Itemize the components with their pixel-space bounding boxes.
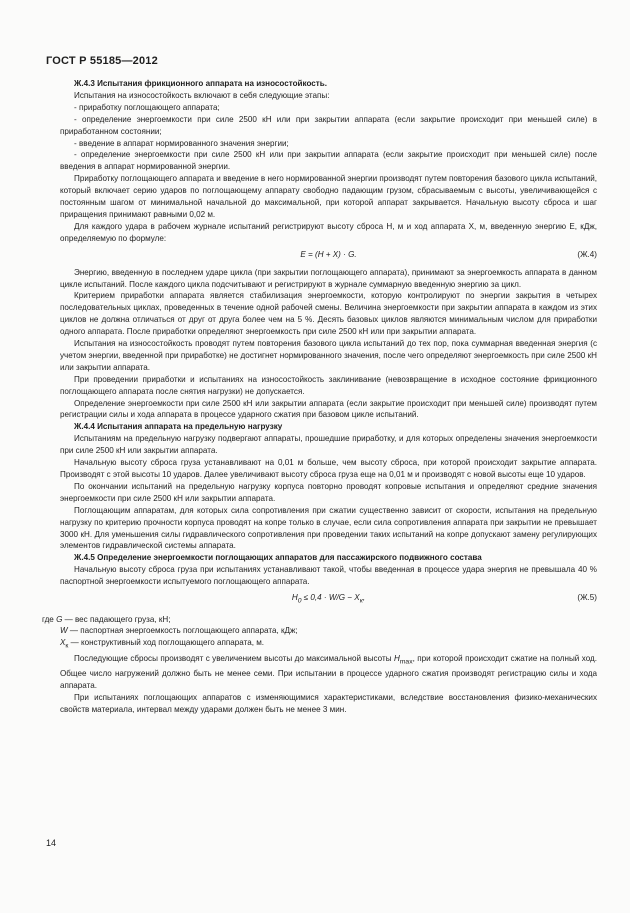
formula-expression: E = (H + X) · G. <box>300 249 357 259</box>
document-body <box>42 78 597 716</box>
formula-number: (Ж.4) <box>577 249 597 259</box>
paragraph: Испытания на износостойкость включают в себя следующие этапы: <box>74 90 330 100</box>
paragraph: Поглощающим аппаратам, для которых сила сопротивления при сжатии существенно зависит от скорости, испытания на предельную нагрузку по критерию прочности корпуса проводят на копре только в случае, если сила сопротивления аппарата при закрытии не превышает 3000 кН. Для уменьшения силы гидравлического сопротивления при проведении таких испытаний на копре допускают замену регулирующих элементов гидравлической системы аппарата. <box>60 505 597 551</box>
paragraph: Начальную высоту сброса груза устанавливают на 0,01 м больше, чем высоту сброса, при которой происходит закрытие аппарата. Производят с этой высоты 10 ударов. Далее увеличивают высоту сброса груза еще на 0,01 м и производят с новой высоты еще 10 ударов. <box>60 458 597 479</box>
paragraph: Определение энергоемкости при силе 2500 кН или закрытии аппарата (если закрытие происходит при меньшей силе) производят путем регистрации силы и хода аппарата в процессе ударного сжатия при базовом цикле испытаний. <box>60 398 597 420</box>
paragraph: Критерием приработки аппарата является стабилизация энергоемкости, которую контролируют по энергии закрытия в четырех последовательных циклах, проведенных в течение одной рабочей смены. Величина энергоемкости при закрытии аппарата в каждом из этих циклов не должна отличаться от друг от друга более чем на 5 %. Десять базовых циклов являются минимальным числом для приработки одного аппарата. После приработки определяют энергоемкость при силе 2500 кН или при закрытии аппарата. <box>60 291 597 337</box>
paragraph: Испытания на износостойкость проводят путем повторения базового цикла испытаний до тех пор, пока суммарная введенная энергия (с учетом энергии, введенной при приработке) не достигнет нормированного значения, после чего определяют энергоемкость при силе 2500 кН или закрытии аппарата. <box>60 339 597 372</box>
section-heading-4-5: Ж.4.5 Определение энергоемкости поглощающих аппаратов для пассажирского подвижного состава <box>74 553 482 563</box>
paragraph: При испытаниях поглощающих аппаратов с изменяющимися характеристиками, вследствие восстановления физико-механических свойств материала, интервал между ударами должен быть не менее 3 мин. <box>60 693 597 715</box>
definition-item: W — паспортная энергоемкость поглощающего аппарата, кДж; <box>60 626 298 636</box>
formula-zh5 <box>60 592 597 608</box>
list-item: - определение энергоемкости при силе 2500 кН или при закрытии аппарата (если закрытие происходит при меньшей силе) в приработанном состоянии; <box>60 114 597 136</box>
definition-item: $X_к$ — конструктивный ход поглощающего аппарата, м. <box>60 638 265 650</box>
list-item: - определение энергоемкости при силе 2500 кН или при закрытии аппарата (если закрытие происходит при меньшей силе) после введения в аппарат нормированной энергии. <box>60 150 597 172</box>
section-heading-4-3: Ж.4.3 Испытания фрикционного аппарата на износостойкость. <box>74 79 328 88</box>
variable-definitions <box>42 614 597 653</box>
paragraph: По окончании испытаний на предельную нагрузку корпуса повторно проводят копровые испытания и определяют средние значения энергоемкости при силе 2500 кН или закрытии аппарата. <box>60 481 597 503</box>
definition-item: где G — вес падающего груза, кН; <box>42 614 171 624</box>
section-heading-4-4: Ж.4.4 Испытания аппарата на предельную нагрузку <box>74 422 283 432</box>
document-header: ГОСТ Р 55185—2012 <box>46 55 158 67</box>
formula-zh4 <box>60 249 597 261</box>
paragraph: Испытаниям на предельную нагрузку подвергают аппараты, прошедшие приработку, и для которых определены значения энергоемкости при силе 2500 кН или закрытии аппарата. <box>60 434 597 456</box>
paragraph: Приработку поглощающего аппарата и введение в него нормированной энергии производят путем повторения базового цикла испытаний, который включает серию ударов по поглощающему аппарату свободно падающим грузом, сбрасываемым с высоты, увеличивающейся с постоянным шагом от минимальной начальной до максимальной, при которой аппарат закрывается. Начальную высоту сброса и шаг приращения принимают равными 0,02 м. <box>60 174 597 219</box>
paragraph: Для каждого удара в рабочем журнале испытаний регистрируют высоту сброса H, м и ход аппарата X, м, введенную энергию E, кДж, определяемую по формуле: <box>60 221 597 243</box>
page-number: 14 <box>46 838 57 848</box>
formula-number: (Ж.5) <box>577 593 597 603</box>
paragraph: Последующие сбросы производят с увеличением высоты до максимальной высоты $H_{max}$, при которой происходит сжатие на полный ход. Общее число нагружений должно быть не менее семи. При испытании в процессе ударного сжатия производят регистрацию силы и хода аппарата. <box>60 653 597 691</box>
paragraph: При проведении приработки и испытаниях на износостойкость заклинивание (невозвращение в исходное состояние фрикционного поглощающего аппарата после снятия нагрузки) не допускается. <box>60 374 597 396</box>
list-item: - введение в аппарат нормированного значения энергии; <box>74 138 289 148</box>
list-item: - приработку поглощающего аппарата; <box>74 102 220 112</box>
formula-expression: $H_0 \le 0,4 \cdot W/G - X_к$, <box>291 593 366 605</box>
paragraph: Начальную высоту сброса груза при испытаниях устанавливают такой, чтобы введенная в процессе удара энергия не превышала 40 % паспортной энергоемкости испытуемого поглощающего аппарата. <box>60 565 597 587</box>
paragraph: Энергию, введенную в последнем ударе цикла (при закрытии поглощающего аппарата), принимают за энергоемкость аппарата в данном цикле испытаний. После каждого цикла подсчитывают и регистрируют в журнале суммарную введенную энергию за цикл. <box>60 267 597 289</box>
